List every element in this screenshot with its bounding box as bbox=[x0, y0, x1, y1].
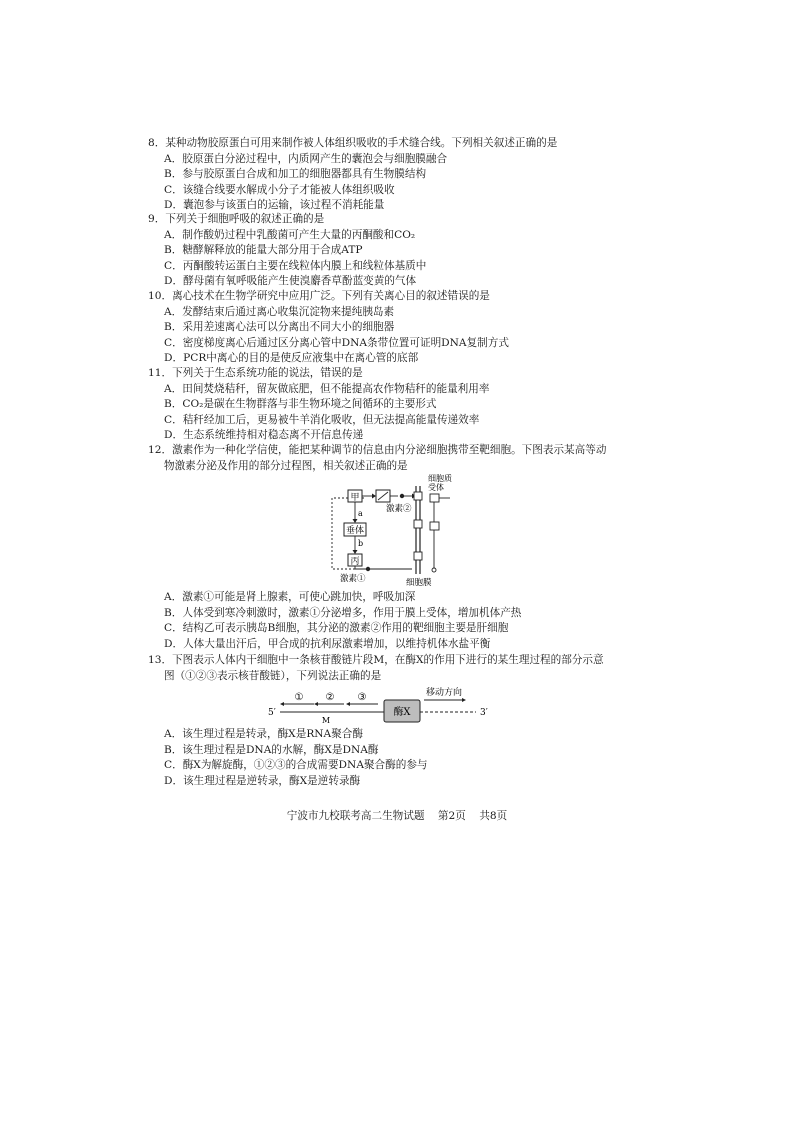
question-8-option-d: D．囊泡参与该蛋白的运输，该过程不消耗能量 bbox=[164, 199, 385, 212]
five-prime-label: 5′ bbox=[268, 708, 276, 718]
strand-m-label: M bbox=[321, 716, 331, 725]
enzyme-strand-diagram bbox=[266, 686, 498, 726]
question-12-option-c: C．结构乙可表示胰岛B细胞，其分泌的激素②作用的靶细胞主要是肝细胞 bbox=[164, 622, 509, 635]
arrow-head bbox=[353, 519, 358, 523]
question-11-stem: 11．下列关于生态系统功能的说法，错误的是 bbox=[148, 367, 363, 379]
hormone-1-molecule bbox=[366, 567, 370, 571]
gland-bing-label: 丙 bbox=[350, 557, 360, 567]
label-a: a bbox=[358, 509, 363, 518]
membrane-receptor-icon bbox=[414, 552, 422, 560]
question-11-option-c: C．秸秆经加工后，更易被牛羊消化吸收，但无法提高能量传递效率 bbox=[164, 413, 480, 426]
question-12-stem-continued: 物激素分泌及作用的部分过程图，相关叙述正确的是 bbox=[164, 459, 408, 472]
label-b: b bbox=[358, 539, 364, 548]
question-13-options bbox=[148, 727, 428, 789]
membrane-receptor-icon bbox=[414, 492, 422, 500]
question-10-option-c: C．密度梯度离心后通过区分离心管中DNA条带位置可证明DNA复制方式 bbox=[164, 336, 509, 349]
question-8-stem: 8．某种动物胶原蛋白可用来制作被人体组织吸收的手术缝合线。下列相关叙述正确的是 bbox=[148, 137, 558, 149]
question-12-stem: 12．激素作为一种化学信使，能把某种调节的信息由内分泌细胞携带至靶细胞。下图表示某高等动 bbox=[148, 444, 607, 456]
question-13-option-c: C．酶X为解旋酶，①②③的合成需要DNA聚合酶的参与 bbox=[164, 759, 428, 772]
question-11-option-a: A．田间焚烧秸秆，留灰做底肥，但不能提高农作物秸秆的能量利用率 bbox=[164, 382, 490, 395]
cytoplasm-receptor-label-1: 细胞质 bbox=[428, 474, 452, 483]
arrow-head bbox=[462, 698, 466, 702]
question-9-option-b: B．糖酵解释放的能量大部分用于合成ATP bbox=[164, 244, 363, 257]
cytoplasm-receptor-icon bbox=[430, 522, 439, 530]
membrane-receptor-icon bbox=[414, 520, 422, 528]
cytoplasm-receptor-icon bbox=[430, 494, 439, 502]
gland-jia-label: 甲 bbox=[350, 493, 360, 503]
chain-3-label: ③ bbox=[357, 692, 367, 703]
three-prime-label: 3′ bbox=[480, 708, 488, 718]
hormone-pathway-diagram bbox=[320, 474, 460, 588]
question-12-option-a: A．激素①可能是肾上腺素，可使心跳加快，呼吸加深 bbox=[164, 591, 416, 603]
gland-yi-label: 乙 bbox=[320, 474, 321, 475]
arrow-head bbox=[280, 702, 284, 706]
receptor-end-node bbox=[432, 568, 436, 572]
hormone-2-label: 激素② bbox=[386, 504, 412, 514]
cell-membrane-label: 细胞膜 bbox=[406, 578, 432, 588]
direction-label: 移动方向 bbox=[426, 688, 463, 698]
cytoplasm-receptor-label-2: 受体 bbox=[428, 483, 444, 492]
question-12-option-d: D．人体大量出汗后，甲合成的抗利尿激素增加，以维持机体水盐平衡 bbox=[164, 637, 491, 650]
question-8 bbox=[148, 136, 648, 214]
question-9-stem: 9．下列关于细胞呼吸的叙述正确的是 bbox=[148, 213, 325, 225]
question-10-option-b: B．采用差速离心法可以分离出不同大小的细胞器 bbox=[164, 321, 395, 334]
pituitary-label: 垂体 bbox=[345, 526, 365, 536]
question-13-option-a: A．该生理过程是转录，酶X是RNA聚合酶 bbox=[164, 728, 363, 740]
question-8-option-c: C．该缝合线要水解成小分子才能被人体组织吸收 bbox=[164, 183, 395, 196]
question-13-stem: 13．下图表示人体内干细胞中一条核苷酸链片段M，在酶X的作用下进行的某生理过程的部分示意 bbox=[148, 654, 604, 666]
question-10-option-a: A．发酵结束后通过离心收集沉淀物来提纯胰岛素 bbox=[164, 305, 395, 318]
question-13 bbox=[148, 653, 648, 684]
chain-2-label: ② bbox=[325, 692, 335, 703]
question-9-option-d: D．酵母菌有氧呼吸能产生使溴麝香草酚蓝变黄的气体 bbox=[164, 275, 417, 288]
arrow-head bbox=[346, 702, 350, 706]
question-10-stem: 10．离心技术在生物学研究中应用广泛。下列有关离心目的叙述错误的是 bbox=[148, 290, 490, 302]
question-9-option-a: A．制作酸奶过程中乳酸菌可产生大量的丙酮酸和CO₂ bbox=[164, 228, 416, 241]
arrow-head bbox=[372, 494, 376, 499]
question-8-option-a: A．胶原蛋白分泌过程中，内质网产生的囊泡会与细胞膜融合 bbox=[164, 152, 448, 165]
question-11-option-b: B．CO₂是碳在生物群落与非生物环境之间循环的主要形式 bbox=[164, 398, 437, 411]
arrow-head bbox=[353, 550, 358, 554]
question-12-options bbox=[148, 590, 521, 652]
arrow-head bbox=[314, 702, 318, 706]
question-9 bbox=[148, 212, 648, 290]
question-13-option-b: B．该生理过程是DNA的水解，酶X是DNA酶 bbox=[164, 743, 379, 756]
question-10 bbox=[148, 289, 648, 367]
question-10-option-d: D．PCR中离心的目的是使反应液集中在离心管的底部 bbox=[164, 352, 419, 365]
question-13-stem-continued: 图（①②③表示核苷酸链），下列说法正确的是 bbox=[164, 669, 382, 682]
question-12-option-b: B．人体受到寒冷刺激时，激素①分泌增多，作用于膜上受体，增加机体产热 bbox=[164, 606, 522, 619]
question-9-option-c: C．丙酮酸转运蛋白主要在线粒体内膜上和线粒体基质中 bbox=[164, 259, 427, 272]
chain-1-label: ① bbox=[294, 692, 304, 703]
page-footer: 宁波市九校联考高二生物试题 第2页 共8页 bbox=[286, 810, 508, 822]
question-12 bbox=[148, 443, 648, 474]
enzyme-x-label: 酶X bbox=[393, 707, 411, 718]
question-13-option-d: D．该生理过程是逆转录，酶X是逆转录酶 bbox=[164, 774, 361, 787]
hormone-2-molecule bbox=[400, 494, 404, 498]
question-8-option-b: B．参与胶原蛋白合成和加工的细胞器都具有生物膜结构 bbox=[164, 168, 427, 181]
question-11-option-d: D．生态系统维持相对稳态离不开信息传递 bbox=[164, 429, 364, 442]
hormone-1-label: 激素① bbox=[340, 574, 366, 584]
question-11 bbox=[148, 366, 648, 444]
